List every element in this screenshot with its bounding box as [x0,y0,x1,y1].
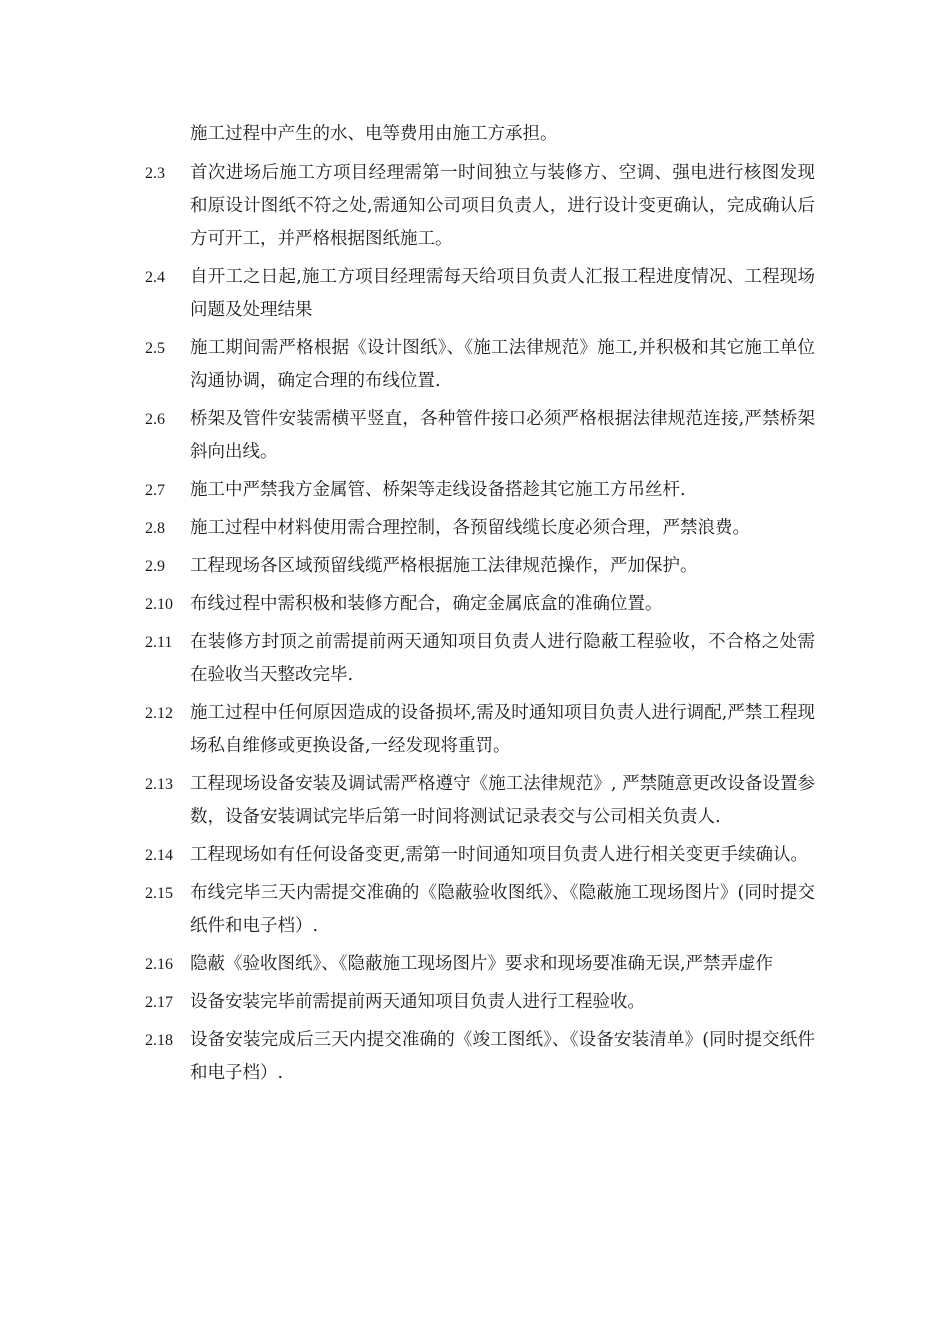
clause-item [145,626,815,692]
clause-text: 布线完毕三天内需提交准确的《隐蔽验收图纸》、《隐蔽施工现场图片》(同时提交纸件和电子档）. [190,883,815,936]
clause-text: 施工期间需严格根据《设计图纸》、《施工法律规范》施工,并积极和其它施工单位沟通协调，确定合理的布线位置. [190,338,815,391]
clause-item [145,474,815,507]
clause-number: 2.5 [145,340,165,357]
clause-item [145,157,815,256]
clause-item [145,550,815,583]
clause-text: 在装修方封顶之前需提前两天通知项目负责人进行隐蔽工程验收，不合格之处需在验收当天整改完毕. [190,632,815,685]
clause-text: 施工中严禁我方金属管、桥架等走线设备搭趁其它施工方吊丝杆. [190,480,686,500]
clause-text: 自开工之日起,施工方项目经理需每天给项目负责人汇报工程进度情况、工程现场问题及处理结果 [190,267,815,320]
clause-text: 布线过程中需积极和装修方配合，确定金属底盒的准确位置。 [190,594,663,614]
clause-number: 2.7 [145,482,165,499]
clause-text: 设备安装完成后三天内提交准确的《竣工图纸》、《设备安装清单》(同时提交纸件和电子档）. [190,1030,815,1083]
clause-item [145,768,815,834]
clause-number: 2.13 [145,776,173,793]
clause-item [145,877,815,943]
clause-text: 首次进场后施工方项目经理需第一时间独立与装修方、空调、强电进行核图发现和原设计图纸不符之处,需通知公司项目负责人，进行设计变更确认，完成确认后方可开工，并严格根据图纸施工。 [190,163,815,249]
document-body [145,118,815,1095]
clause-item [145,839,815,872]
clause-number: 2.8 [145,520,165,537]
clause-text: 施工过程中材料使用需合理控制，各预留线缆长度必须合理，严禁浪费。 [190,518,750,538]
clause-number: 2.6 [145,411,165,428]
clause-number: 2.18 [145,1032,173,1049]
clause-number: 2.3 [145,165,165,182]
clause-text: 施工过程中任何原因造成的设备损坏,需及时通知项目负责人进行调配,严禁工程现场私自维修或更换设备,一经发现将重罚。 [190,703,815,756]
clause-number: 2.14 [145,847,173,864]
intro-paragraph: 施工过程中产生的水、电等费用由施工方承担。 [190,124,558,144]
clause-number: 2.10 [145,596,173,613]
clause-text: 设备安装完毕前需提前两天通知项目负责人进行工程验收。 [190,992,645,1012]
clause-item [145,261,815,327]
clause-item [145,332,815,398]
clause-text: 工程现场如有任何设备变更,需第一时间通知项目负责人进行相关变更手续确认。 [190,845,809,865]
clause-number: 2.15 [145,885,173,902]
clause-number: 2.12 [145,705,173,722]
clause-number: 2.4 [145,269,165,286]
clause-number: 2.9 [145,558,165,575]
clause-text: 桥架及管件安装需横平竖直，各种管件接口必须严格根据法律规范连接,严禁桥架斜向出线。 [190,409,815,462]
clause-item [145,1024,815,1090]
clause-item [145,588,815,621]
clause-item [145,948,815,981]
clause-number: 2.11 [145,634,173,651]
clause-number: 2.16 [145,956,173,973]
clause-item [145,512,815,545]
clause-text: 工程现场各区域预留线缆严格根据施工法律规范操作，严加保护。 [190,556,698,576]
clause-text: 隐蔽《验收图纸》、《隐蔽施工现场图片》要求和现场要准确无误,严禁弄虚作 [190,954,774,974]
clause-item [145,403,815,469]
clause-number: 2.17 [145,994,173,1011]
clause-list [145,157,815,1090]
clause-item [145,986,815,1019]
clause-item [145,697,815,763]
clause-text: 工程现场设备安装及调试需严格遵守《施工法律规范》, 严禁随意更改设备设置参数，设备安装调试完毕后第一时间将测试记录表交与公司相关负责人. [190,774,815,827]
